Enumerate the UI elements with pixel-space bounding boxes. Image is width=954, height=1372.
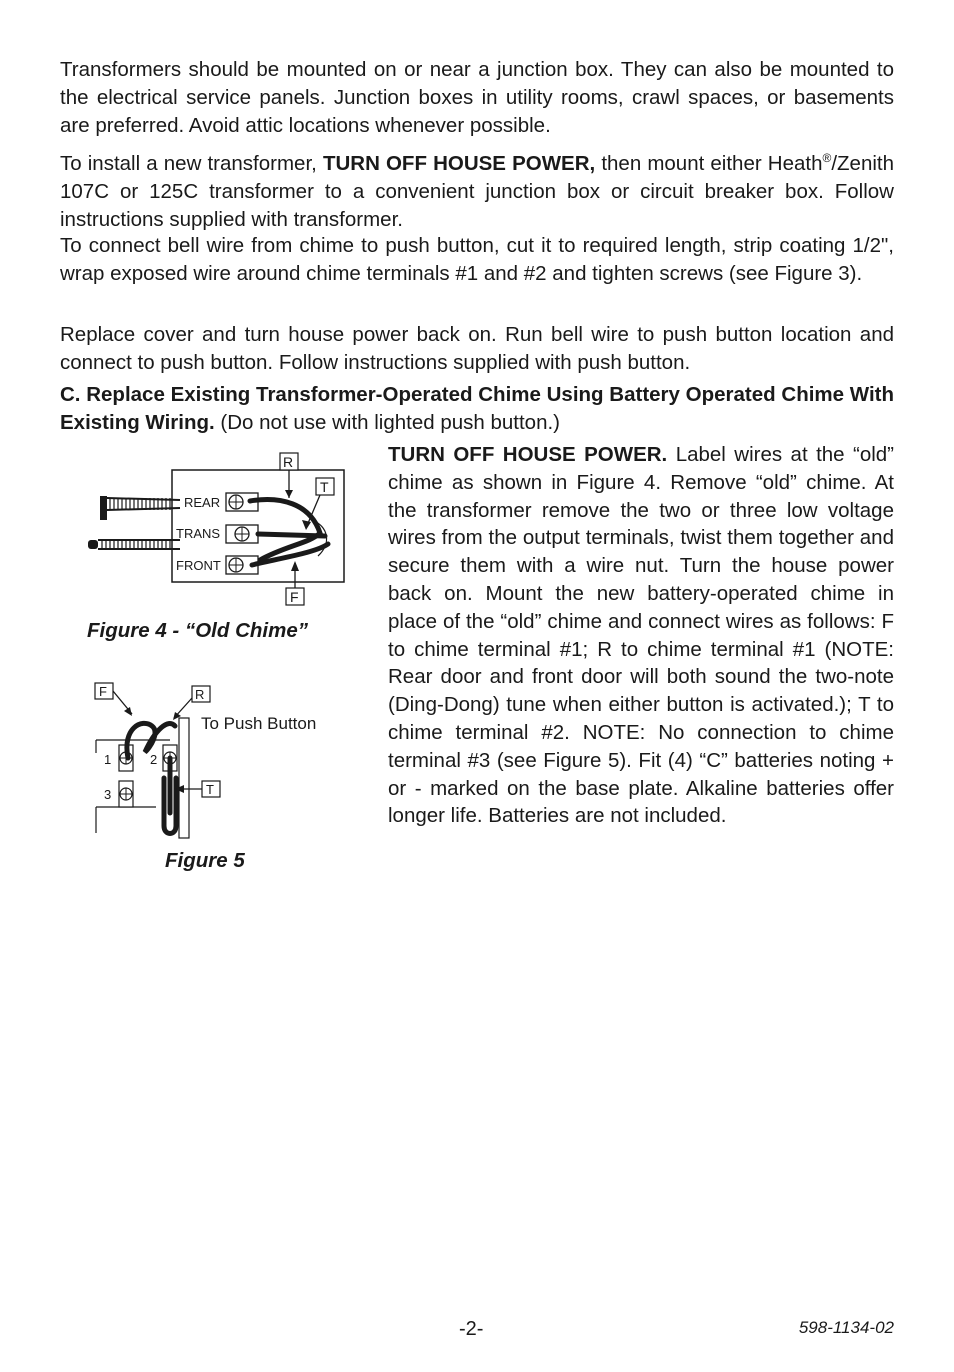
mounting-bracket <box>179 718 189 838</box>
warning-text: TURN OFF HOUSE POWER. <box>388 443 668 466</box>
paragraph-instructions <box>388 441 894 830</box>
paragraph-install-transformer <box>60 144 894 234</box>
text-run: Label wires at the “old” chime as shown in Figure 4. Remove “old” chime. At the transformer remove the two or three low voltage wires from the output terminals, twist them together and secure them with a wire nut. Turn the house power back on. Mount the new battery-operated chime in place of the “old” chime and connect wires as follows: F to chime terminal #1; R to chime terminal #1 (NOTE: Rear door and front door will both sound the two-note (Ding-Dong) tune when either button is activated.); T to chime terminal #2. NOTE: No connection to chime terminal #3 (see Figure 5). Fit (4) “C” batteries noting + or - marked on the base plate. Alkaline batteries offer longer life. Batteries are not included. <box>388 443 895 828</box>
label-f: F <box>99 684 107 699</box>
text-run: (Do not use with lighted push button.) <box>214 411 561 434</box>
text-run: then mount either Heath <box>595 151 823 175</box>
label-t: T <box>320 479 329 495</box>
terminal-label-1: 1 <box>104 752 112 767</box>
registered-mark: ® <box>822 151 832 165</box>
figure-5-caption: Figure 5 <box>165 849 245 872</box>
terminal-label-front: FRONT <box>176 558 221 573</box>
figure-4-caption: Figure 4 - “Old Chime” <box>87 619 308 642</box>
section-title: C. Replace Existing Transformer-Operated Chime Using Battery Operated Chime With Existing Wiring. <box>60 383 894 434</box>
label-r: R <box>195 687 205 702</box>
text-run: /Zenith 107C or 125C transformer to a convenient junction box or circuit breaker box. Follow instructions supplied with transformer. <box>60 151 895 231</box>
terminal-label-2: 2 <box>150 752 158 767</box>
paragraph-transformer-location: Transformers should be mounted on or near a junction box. They can also be mounted to the electrical service panels. Junction boxes in utility rooms, crawl spaces, or basements are preferred. Avoid attic locations whenever possible. <box>60 58 894 137</box>
terminal-label-trans: TRANS <box>176 526 221 541</box>
terminal-label-3: 3 <box>104 787 112 802</box>
figure-5 <box>90 678 350 846</box>
figure-4-old-chime <box>80 448 350 613</box>
label-r: R <box>283 454 294 470</box>
paragraph-replace-cover: Replace cover and turn house power back on. Run bell wire to push button location and connect to push button. Follow instructions supplied with push button. <box>60 323 894 374</box>
paragraph-bell-wire: To connect bell wire from chime to push button, cut it to required length, strip coating 1/2", wrap exposed wire around chime terminals #1 and #2 and tighten screws (see Figure 3). <box>60 234 894 285</box>
label-to-push-button: To Push Button <box>201 714 317 733</box>
label-f: F <box>290 589 299 605</box>
text-run: To install a new transformer, <box>60 151 323 175</box>
label-t: T <box>206 782 214 797</box>
document-number: 598-1134-02 <box>798 1318 894 1337</box>
rear-wire-coil <box>100 496 180 520</box>
section-heading-c <box>60 381 894 437</box>
terminal-label-rear: REAR <box>184 495 221 510</box>
front-wire-coil <box>88 540 180 549</box>
terminal-screws <box>226 493 258 574</box>
page-number: -2- <box>459 1318 484 1340</box>
warning-text: TURN OFF HOUSE POWER, <box>322 151 596 175</box>
